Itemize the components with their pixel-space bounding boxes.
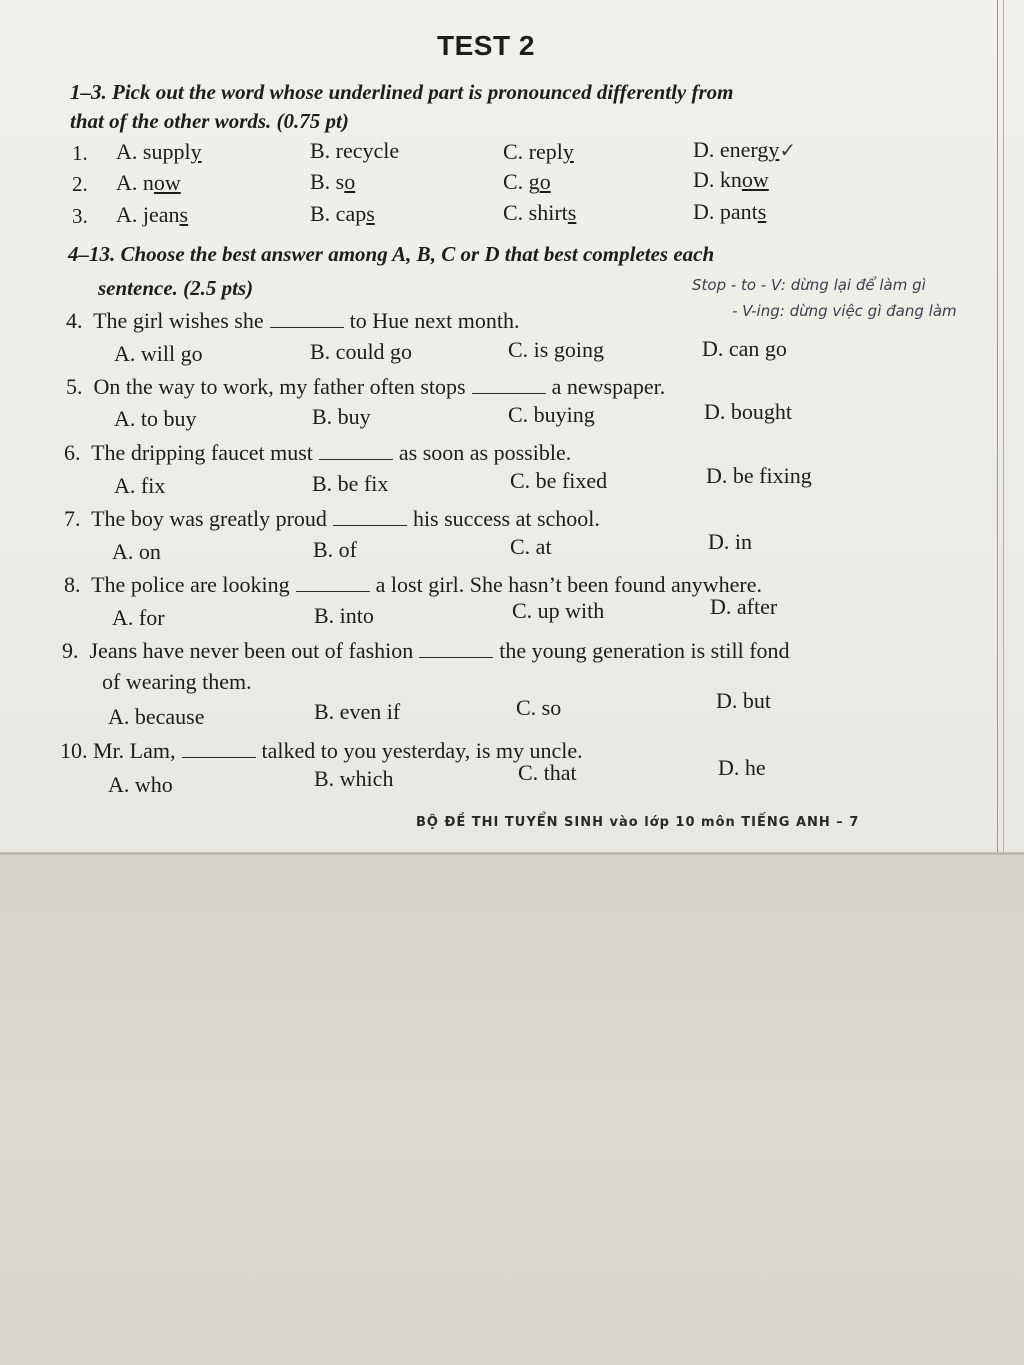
question-number: 2. <box>72 172 88 196</box>
option-c: C. up with <box>512 598 605 623</box>
question-stem: 9. Jeans have never been out of fashion the young generation is still fond <box>62 638 790 663</box>
option-d: D. he <box>718 755 766 780</box>
option-c: C. be fixed <box>510 468 608 493</box>
question-number: 3. <box>72 204 88 228</box>
desk-surface <box>0 855 1024 1365</box>
section1-instruction: 1–3. Pick out the word whose underlined part is pronounced differently from <box>70 80 734 104</box>
question-stem: 7. The boy was greatly proud his success at school. <box>64 506 600 531</box>
question-stem: 8. The police are looking a lost girl. She hasn’t been found anywhere. <box>64 572 762 597</box>
option-a: A. for <box>112 605 165 630</box>
question-stem: 4. The girl wishes she to Hue next month. <box>66 308 520 333</box>
option-a: A. now <box>116 170 181 195</box>
check-mark-icon: ✓ <box>779 140 797 162</box>
answer-blank <box>270 309 344 328</box>
option-d: D. pants <box>693 199 767 224</box>
option-b: B. into <box>314 603 374 628</box>
question-stem: 6. The dripping faucet must as soon as possible. <box>64 440 572 465</box>
handwritten-note: Stop - to - V: dừng lại để làm gì <box>692 276 926 294</box>
option-a: A. fix <box>114 473 166 498</box>
option-b: B. could go <box>310 339 413 364</box>
question-number: 1. <box>72 141 88 165</box>
option-b: B. even if <box>314 699 401 724</box>
margin-line <box>1003 0 1004 852</box>
question-stem: 5. On the way to work, my father often stops a newspaper. <box>66 374 666 399</box>
option-b: B. so <box>310 169 356 194</box>
answer-blank <box>319 441 393 460</box>
option-c: C. at <box>510 534 552 559</box>
option-c: C. reply <box>503 139 574 164</box>
option-b: B. which <box>314 766 394 791</box>
option-b: B. caps <box>310 201 375 226</box>
answer-blank <box>182 739 256 758</box>
option-b: B. be fix <box>312 471 389 496</box>
option-c: C. shirts <box>503 200 577 225</box>
option-d: D. but <box>716 688 771 713</box>
section2-instruction-cont: sentence. (2.5 pts) <box>98 276 254 300</box>
option-a: A. on <box>112 539 161 564</box>
section2-instruction: 4–13. Choose the best answer among A, B, C or D that best completes each <box>68 242 715 266</box>
option-a: A. to buy <box>114 406 197 431</box>
answer-blank <box>296 573 370 592</box>
option-c: C. that <box>518 760 577 785</box>
option-b: B. buy <box>312 404 371 429</box>
option-a: A. jeans <box>116 202 189 227</box>
answer-blank <box>472 375 546 394</box>
option-c: C. so <box>516 695 562 720</box>
answer-blank <box>333 507 407 526</box>
option-d: D. after <box>710 594 778 619</box>
margin-line <box>997 0 998 852</box>
option-c: C. go <box>503 169 551 194</box>
question-stem-cont: of wearing them. <box>102 669 252 694</box>
page-title: TEST 2 <box>437 30 535 61</box>
option-d: D. energy✓ <box>693 137 797 162</box>
option-d: D. in <box>708 529 752 554</box>
handwritten-note: - V-ing: dừng việc gì đang làm <box>732 302 957 320</box>
option-c: C. buying <box>508 402 595 427</box>
option-b: B. recycle <box>310 138 400 163</box>
option-a: A. because <box>108 704 205 729</box>
option-d: D. know <box>693 167 769 192</box>
option-a: A. who <box>108 772 173 797</box>
option-d: D. bought <box>704 399 792 424</box>
option-d: D. can go <box>702 336 787 361</box>
option-d: D. be fixing <box>706 463 812 488</box>
option-c: C. is going <box>508 337 604 362</box>
option-a: A. supply <box>116 139 202 164</box>
section1-instruction-cont: that of the other words. (0.75 pt) <box>70 109 349 133</box>
question-stem: 10. Mr. Lam, talked to you yesterday, is my uncle. <box>60 738 583 763</box>
option-a: A. will go <box>114 341 203 366</box>
option-b: B. of <box>313 537 357 562</box>
page-footer: BỘ ĐỀ THI TUYỂN SINH vào lớp 10 môn TIẾNG ANH – 7 <box>416 815 860 830</box>
answer-blank <box>419 639 493 658</box>
